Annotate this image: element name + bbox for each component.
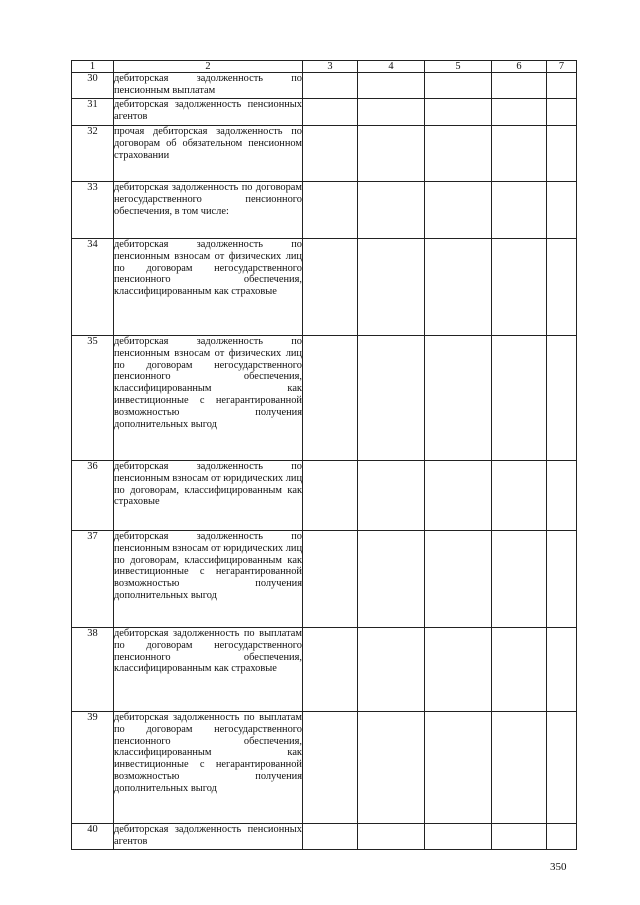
row-description: дебиторская задолженность по договорам негосударственного пенсионного обеспечения, в том числе: bbox=[114, 182, 303, 239]
cell-col4 bbox=[358, 461, 425, 531]
row-description: дебиторская задолженность по пенсионным взносам от физических лиц по договорам негосударственного пенсионного обеспечения, классифицированным как инвестиционные с негарантированной возможностью получения дополнительных выгод bbox=[114, 336, 303, 461]
table-row bbox=[72, 461, 577, 531]
row-description: дебиторская задолженность по пенсионным взносам от юридических лиц по договорам, классифицированным как страховые bbox=[114, 461, 303, 531]
column-header-4: 4 bbox=[358, 61, 425, 73]
cell-col4 bbox=[358, 126, 425, 182]
table-row bbox=[72, 712, 577, 824]
row-number: 38 bbox=[72, 628, 114, 712]
row-number: 33 bbox=[72, 182, 114, 239]
cell-col5 bbox=[425, 126, 492, 182]
cell-col6 bbox=[492, 126, 547, 182]
cell-col3 bbox=[303, 461, 358, 531]
table-row bbox=[72, 336, 577, 461]
row-number: 39 bbox=[72, 712, 114, 824]
cell-col6 bbox=[492, 531, 547, 628]
table-header-row bbox=[72, 61, 577, 73]
cell-col4 bbox=[358, 628, 425, 712]
table-row bbox=[72, 239, 577, 336]
cell-col6 bbox=[492, 628, 547, 712]
row-description: дебиторская задолженность по выплатам по договорам негосударственного пенсионного обеспечения, классифицированным как страховые bbox=[114, 628, 303, 712]
cell-col7 bbox=[547, 239, 577, 336]
cell-col4 bbox=[358, 239, 425, 336]
row-number: 40 bbox=[72, 824, 114, 850]
cell-col3 bbox=[303, 336, 358, 461]
report-table bbox=[71, 60, 577, 850]
column-header-5: 5 bbox=[425, 61, 492, 73]
column-header-2: 2 bbox=[114, 61, 303, 73]
cell-col5 bbox=[425, 531, 492, 628]
cell-col7 bbox=[547, 824, 577, 850]
cell-col7 bbox=[547, 461, 577, 531]
cell-col6 bbox=[492, 73, 547, 99]
cell-col3 bbox=[303, 824, 358, 850]
cell-col5 bbox=[425, 99, 492, 126]
row-description: прочая дебиторская задолженность по договорам об обязательном пенсионном страховании bbox=[114, 126, 303, 182]
cell-col7 bbox=[547, 182, 577, 239]
row-description: дебиторская задолженность по пенсионным выплатам bbox=[114, 73, 303, 99]
cell-col6 bbox=[492, 824, 547, 850]
cell-col6 bbox=[492, 99, 547, 126]
row-description: дебиторская задолженность пенсионных агентов bbox=[114, 824, 303, 850]
cell-col5 bbox=[425, 824, 492, 850]
row-description: дебиторская задолженность по выплатам по договорам негосударственного пенсионного обеспечения, классифицированным как инвестиционные с негарантированной возможностью получения дополнительных выгод bbox=[114, 712, 303, 824]
cell-col3 bbox=[303, 531, 358, 628]
cell-col7 bbox=[547, 73, 577, 99]
cell-col3 bbox=[303, 99, 358, 126]
cell-col5 bbox=[425, 336, 492, 461]
cell-col4 bbox=[358, 182, 425, 239]
cell-col6 bbox=[492, 182, 547, 239]
cell-col7 bbox=[547, 99, 577, 126]
table-row bbox=[72, 182, 577, 239]
row-number: 32 bbox=[72, 126, 114, 182]
row-description: дебиторская задолженность по пенсионным взносам от юридических лиц по договорам, классифицированным как инвестиционные с негарантированной возможностью получения дополнительных выгод bbox=[114, 531, 303, 628]
cell-col6 bbox=[492, 336, 547, 461]
cell-col4 bbox=[358, 336, 425, 461]
cell-col4 bbox=[358, 824, 425, 850]
cell-col5 bbox=[425, 628, 492, 712]
column-header-7: 7 bbox=[547, 61, 577, 73]
cell-col3 bbox=[303, 182, 358, 239]
cell-col5 bbox=[425, 239, 492, 336]
column-header-3: 3 bbox=[303, 61, 358, 73]
cell-col5 bbox=[425, 461, 492, 531]
cell-col7 bbox=[547, 628, 577, 712]
cell-col7 bbox=[547, 126, 577, 182]
cell-col4 bbox=[358, 712, 425, 824]
cell-col5 bbox=[425, 182, 492, 239]
row-description: дебиторская задолженность по пенсионным взносам от физических лиц по договорам негосударственного пенсионного обеспечения, классифицированным как страховые bbox=[114, 239, 303, 336]
table-row bbox=[72, 126, 577, 182]
row-number: 34 bbox=[72, 239, 114, 336]
table-row bbox=[72, 531, 577, 628]
cell-col4 bbox=[358, 73, 425, 99]
cell-col3 bbox=[303, 712, 358, 824]
row-number: 30 bbox=[72, 73, 114, 99]
table-row bbox=[72, 628, 577, 712]
table-row bbox=[72, 99, 577, 126]
table-row bbox=[72, 824, 577, 850]
row-number: 37 bbox=[72, 531, 114, 628]
table-row bbox=[72, 73, 577, 99]
cell-col7 bbox=[547, 712, 577, 824]
row-description: дебиторская задолженность пенсионных агентов bbox=[114, 99, 303, 126]
row-number: 36 bbox=[72, 461, 114, 531]
cell-col6 bbox=[492, 461, 547, 531]
column-header-6: 6 bbox=[492, 61, 547, 73]
row-number: 31 bbox=[72, 99, 114, 126]
cell-col3 bbox=[303, 126, 358, 182]
cell-col4 bbox=[358, 531, 425, 628]
page-number: 350 bbox=[550, 861, 567, 873]
cell-col7 bbox=[547, 336, 577, 461]
column-header-1: 1 bbox=[72, 61, 114, 73]
cell-col7 bbox=[547, 531, 577, 628]
cell-col3 bbox=[303, 73, 358, 99]
cell-col6 bbox=[492, 239, 547, 336]
cell-col4 bbox=[358, 99, 425, 126]
cell-col6 bbox=[492, 712, 547, 824]
cell-col3 bbox=[303, 239, 358, 336]
row-number: 35 bbox=[72, 336, 114, 461]
cell-col5 bbox=[425, 73, 492, 99]
cell-col3 bbox=[303, 628, 358, 712]
cell-col5 bbox=[425, 712, 492, 824]
